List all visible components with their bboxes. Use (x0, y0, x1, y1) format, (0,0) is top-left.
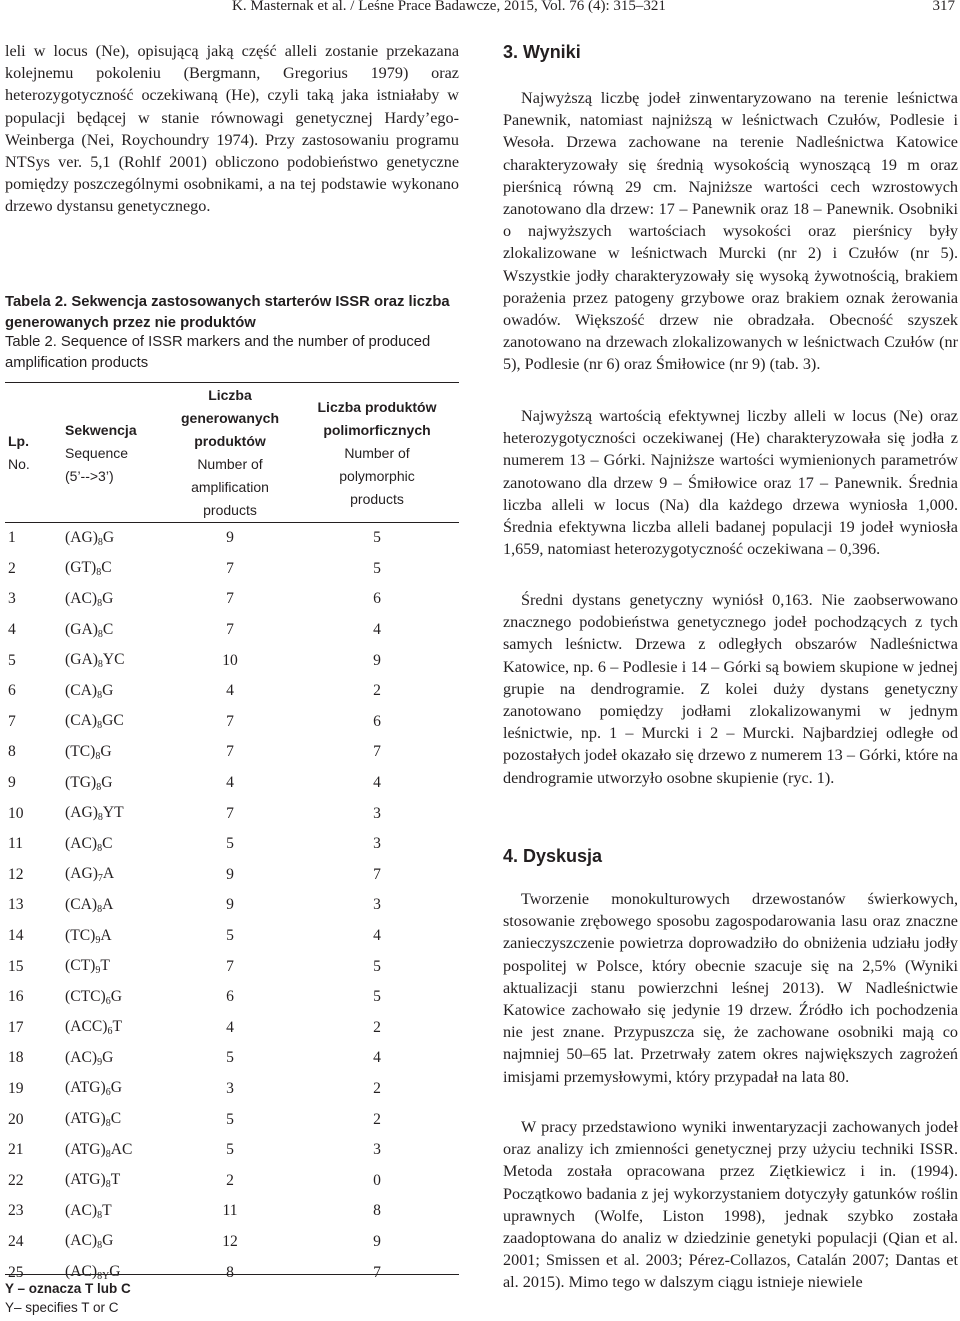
row-number: 18 (8, 1049, 24, 1067)
row-number: 4 (8, 621, 16, 639)
journal-citation: K. Masternak et al. / Leśne Prace Badawcze, 2015, Vol. 76 (4): 315–321 (232, 0, 666, 14)
section-3-heading: 3. Wyniki (503, 42, 581, 62)
row-sequence: $(AC)_8T$ (65, 1201, 112, 1221)
row-sequence: $(AC)_8G$ (65, 589, 114, 609)
row-number: 12 (8, 865, 24, 883)
row-polymorphic-products: 2 (373, 1018, 381, 1036)
table-row (5, 1135, 459, 1166)
row-total-products: 7 (226, 559, 234, 577)
row-total-products: 9 (226, 865, 234, 883)
row-sequence: $(TG)_8G$ (65, 773, 113, 793)
table-top-rule (5, 382, 459, 383)
row-number: 20 (8, 1110, 24, 1128)
row-polymorphic-products: 6 (373, 712, 381, 730)
row-number: 19 (8, 1079, 24, 1097)
table-footnote-en: Y– specifies T or C (5, 1300, 119, 1315)
row-sequence: $(CA)_8G$ (65, 681, 114, 701)
row-sequence: $(AC)_9G$ (65, 1048, 114, 1068)
row-total-products: 6 (226, 988, 234, 1006)
table-row (5, 1074, 459, 1105)
page-number: 317 (932, 0, 955, 14)
table-row (5, 768, 459, 799)
table-row (5, 1165, 459, 1196)
table-row (5, 798, 459, 829)
row-number: 23 (8, 1202, 24, 1220)
row-total-products: 5 (226, 1049, 234, 1067)
row-sequence: $(AC)_{8Y}G$ (65, 1263, 121, 1283)
row-polymorphic-products: 3 (373, 896, 381, 914)
row-sequence: $(GT)_8C$ (65, 559, 112, 579)
table-row (5, 737, 459, 768)
row-polymorphic-products: 4 (373, 621, 381, 639)
row-sequence: $(CT)_9T$ (65, 957, 110, 977)
row-sequence: $(ATG)_8C$ (65, 1110, 122, 1130)
row-sequence: $(AG)_7A$ (65, 865, 115, 885)
row-number: 6 (8, 682, 16, 700)
row-number: 16 (8, 988, 24, 1006)
row-number: 22 (8, 1171, 24, 1189)
row-number: 17 (8, 1018, 24, 1036)
row-total-products: 10 (222, 651, 238, 669)
row-total-products: 7 (226, 590, 234, 608)
row-polymorphic-products: 5 (373, 988, 381, 1006)
results-paragraph-3: Średni dystans genetyczny wyniósł 0,163. Nie zaobserwowano znacznego podobieństwa genetycznego jodeł pochodzących z tych samych leśnictw. Drzewa z odległych obszarów Nadleśnictwa Katowice, np. 6 – Podlesie i 14 – Górki są bowiem skupione w jednej grupie na dendrogramie. Z kolei duży dystans genetyczny zanotowano pomiędzy jodłami zlokalizowanymi w jednym leśnictwie, np. 1 – Murcki i 2 – Murcki. Najbardziej odległe od pozostałych jodeł okazało się drzewo z numerem 13 – Górki, które na dendrogramie utworzyło osobne skupienie (ryc. 1). (503, 591, 958, 787)
row-total-products: 9 (226, 896, 234, 914)
table-bottom-rule (5, 1274, 459, 1275)
issr-table (5, 384, 459, 1288)
table-row (5, 890, 459, 921)
header-polymorphic-products: Liczba produktów polimorficznych Number of polymorphic products (317, 398, 437, 507)
row-number: 8 (8, 743, 16, 761)
row-number: 11 (8, 835, 24, 853)
header-lp: Lp. No. (8, 433, 30, 472)
row-number: 3 (8, 590, 16, 608)
row-total-products: 5 (226, 927, 234, 945)
row-polymorphic-products: 4 (373, 927, 381, 945)
row-polymorphic-products: 6 (373, 590, 381, 608)
row-sequence: $(CTC)_6G$ (65, 987, 122, 1007)
table-row (5, 951, 459, 982)
row-polymorphic-products: 7 (373, 743, 381, 761)
row-sequence: $(TC)_8G$ (65, 742, 112, 762)
results-paragraph-1: Najwyższą liczbę jodeł zinwentaryzowano na terenie leśnictwa Panewnik, natomiast najniższą w leśnictwach Czułów, Podlesie i Wesoła. Drzewa zachowane na terenie Nadleśnictwa Katowice charakteryzowały się średnią wysokością wynoszącą 19 m oraz pierśnicą równą 29 cm. Najniższe wartości cech wzrostowych zanotowano dla drzew: 17 – Panewnik oraz 18 – Panewnik. Osobniki o najwyższych wartościach wysokości oraz pierśnicy były zlokalizowane w leśnictwach Murcki (nr 2) i Czułów (nr 5). Wszystkie jodły charakteryzowały się wysoką żywotnością, brakiem porażenia przez patogeny grzybowe oraz brakiem oznak żerowania owadów. Większość drzew nie obradzała. Obecność szyszek zanotowano na drzewach zlokalizowanych w leśnictwach Czułów (nr 5), Podlesie (nr 6) oraz Śmiłowice (nr 9) (tab. 3). (503, 89, 958, 374)
row-polymorphic-products: 7 (373, 865, 381, 883)
table-row (5, 645, 459, 676)
row-sequence: $(TC)_9A$ (65, 926, 112, 946)
table-row (5, 1227, 459, 1258)
methods-paragraph: leli w locus (Ne), opisującą jaką część alleli zostanie przekazana kolejnemu pokoleniu (Bergmann, Gregorius 1979) oraz heterozygotyczność oczekiwaną (He), czyli taką jaka istniałaby w populacji będącej w stanie równowagi genetycznej Hardy’ego-Weinberga (Nei, Roychoundry 1974). Przy zastosowaniu programu NTSys ver. 5,1 (Rohlf 2001) obliczono podobieństwo genetyczne pomiędzy poszczególnymi osobnikami, a na tej podstawie wykonano drzewo dystansu genetycznego. (5, 42, 459, 216)
row-sequence: $(GA)_8YC$ (65, 651, 125, 671)
row-sequence: $(AC)_8C$ (65, 834, 113, 854)
row-total-products: 7 (226, 712, 234, 730)
running-header (0, 0, 960, 16)
row-total-products: 4 (226, 774, 234, 792)
row-sequence: $(AG)_8YT$ (65, 804, 124, 824)
row-sequence: $(ATG)_8AC$ (65, 1140, 133, 1160)
row-sequence: $(ACC)_6T$ (65, 1018, 122, 1038)
row-polymorphic-products: 5 (373, 957, 381, 975)
table-row (5, 829, 459, 860)
row-total-products: 5 (226, 1141, 234, 1159)
row-total-products: 9 (226, 529, 234, 547)
table-header-row (5, 384, 459, 523)
table-row (5, 584, 459, 615)
row-total-products: 7 (226, 957, 234, 975)
row-polymorphic-products: 5 (373, 559, 381, 577)
table-row (5, 860, 459, 891)
row-total-products: 8 (226, 1263, 234, 1281)
table-row (5, 1196, 459, 1227)
row-polymorphic-products: 0 (373, 1171, 381, 1189)
row-sequence: $(CA)_8A$ (65, 895, 114, 915)
row-polymorphic-products: 5 (373, 529, 381, 547)
row-polymorphic-products: 9 (373, 1232, 381, 1250)
row-polymorphic-products: 3 (373, 835, 381, 853)
table-row (5, 982, 459, 1013)
row-number: 2 (8, 559, 16, 577)
section-4-heading: 4. Dyskusja (503, 846, 603, 866)
table-body (5, 523, 459, 1288)
header-total-products: Liczba generowanych produktów Number of amplification products (180, 387, 280, 518)
row-total-products: 7 (226, 804, 234, 822)
row-polymorphic-products: 9 (373, 651, 381, 669)
row-polymorphic-products: 4 (373, 1049, 381, 1067)
row-number: 21 (8, 1141, 24, 1159)
row-total-products: 7 (226, 743, 234, 761)
row-total-products: 7 (226, 621, 234, 639)
row-total-products: 4 (226, 682, 234, 700)
row-sequence: $(ATG)_6G$ (65, 1079, 122, 1099)
row-number: 9 (8, 774, 16, 792)
row-polymorphic-products: 3 (373, 1141, 381, 1159)
row-total-products: 11 (222, 1202, 238, 1220)
row-total-products: 12 (222, 1232, 238, 1250)
row-polymorphic-products: 8 (373, 1202, 381, 1220)
table-row (5, 707, 459, 738)
row-total-products: 3 (226, 1079, 234, 1097)
row-sequence: $(ATG)_8T$ (65, 1171, 121, 1191)
table-row (5, 676, 459, 707)
row-number: 5 (8, 651, 16, 669)
row-polymorphic-products: 4 (373, 774, 381, 792)
row-sequence: $(CA)_8GC$ (65, 712, 124, 732)
row-number: 10 (8, 804, 24, 822)
row-sequence: $(GA)_8C$ (65, 620, 114, 640)
row-polymorphic-products: 2 (373, 1079, 381, 1097)
row-total-products: 2 (226, 1171, 234, 1189)
row-polymorphic-products: 3 (373, 804, 381, 822)
results-paragraph-2: Najwyższą wartością efektywnej liczby alleli w locus (Ne) oraz heterozygotyczności oczekiwanej (He) charakteryzowała się jodła z numerem 13 – Górki. Najniższe wartości wymienionych parametrów zanotowano dla drzew 9 – Śmiłowice oraz 17 – Panewnik. Średnia liczba alleli w locus (Na) dla każdego drzewa wyniosła 1,000. Średnia efektywna liczba alleli badanej populacji 19 jodeł wyniosła 1,659, natomiast heterozygotyczność oczekiwana – 0,396. (503, 407, 958, 559)
header-sequence: Sekwencja Sequence (5’-->3’) (65, 421, 137, 484)
row-total-products: 4 (226, 1018, 234, 1036)
table-row (5, 523, 459, 554)
row-number: 7 (8, 712, 16, 730)
table-row (5, 554, 459, 585)
table-row (5, 615, 459, 646)
row-number: 24 (8, 1232, 24, 1250)
row-sequence: $(AC)_8G$ (65, 1232, 114, 1252)
row-polymorphic-products: 2 (373, 682, 381, 700)
table-row (5, 921, 459, 952)
row-total-products: 5 (226, 835, 234, 853)
discussion-paragraph-2: W pracy przedstawiono wyniki inwentaryzacji zachowanych jodeł oraz analizy ich zmienności genetycznej przy użyciu techniki ISSR. Metoda została opracowana przez Ziętkiewicz i in. (1994). Początkowo badania z jej wykorzystaniem dotyczyły gatunków roślin uprawnych (Wolfe, Liston 1998), jednak szybko została zaadoptowana do analiz w dziedzinie genetyki populacji (Qian et al. 2001; Smissen et al. 2003; Pérez-Collazos, Catalán 2007; Dantas et al. 2015). Mimo tego w dalszym ciągu istnieje niewiele (503, 1118, 958, 1292)
table-caption-en: Table 2. Sequence of ISSR markers and the number of produced amplification products (5, 334, 431, 371)
table-row (5, 1104, 459, 1135)
row-polymorphic-products: 7 (373, 1263, 381, 1281)
row-total-products: 5 (226, 1110, 234, 1128)
row-number: 14 (8, 927, 24, 945)
row-polymorphic-products: 2 (373, 1110, 381, 1128)
row-number: 25 (8, 1263, 24, 1281)
row-number: 1 (8, 529, 16, 547)
row-sequence: $(AG)_8G$ (65, 528, 115, 548)
table-row (5, 1043, 459, 1074)
row-number: 13 (8, 896, 24, 914)
table-caption-pl: Tabela 2. Sekwencja zastosowanych starterów ISSR oraz liczba generowanych przez nie produktów (5, 294, 450, 331)
table-footnote-pl: Y – oznacza T lub C (5, 1281, 131, 1296)
discussion-paragraph-1: Tworzenie monokulturowych drzewostanów świerkowych, stosowanie zrębowego sposobu zagospodarowania lasu oraz znaczne zanieczyszczenie powietrza doprowadziło do obniżenia udziału jodły pospolitej w Polsce, który obecnie szacuje się na 2,5% (Wyniki aktualizacji stanu powierzchni leśnej 2013). W Nadleśnictwie Katowice zachowało się jedynie 19 drzew. Źródło ich pochodzenia nie jest znane. Przypuszcza się, że zachowane osobniki mają co najmniej 50–65 lat. Przetrwały zatem okres największych zagrożeń imisjami przemysłowymi, który przypadał na lata 80. (503, 890, 958, 1086)
row-number: 15 (8, 957, 24, 975)
table-row (5, 1013, 459, 1044)
